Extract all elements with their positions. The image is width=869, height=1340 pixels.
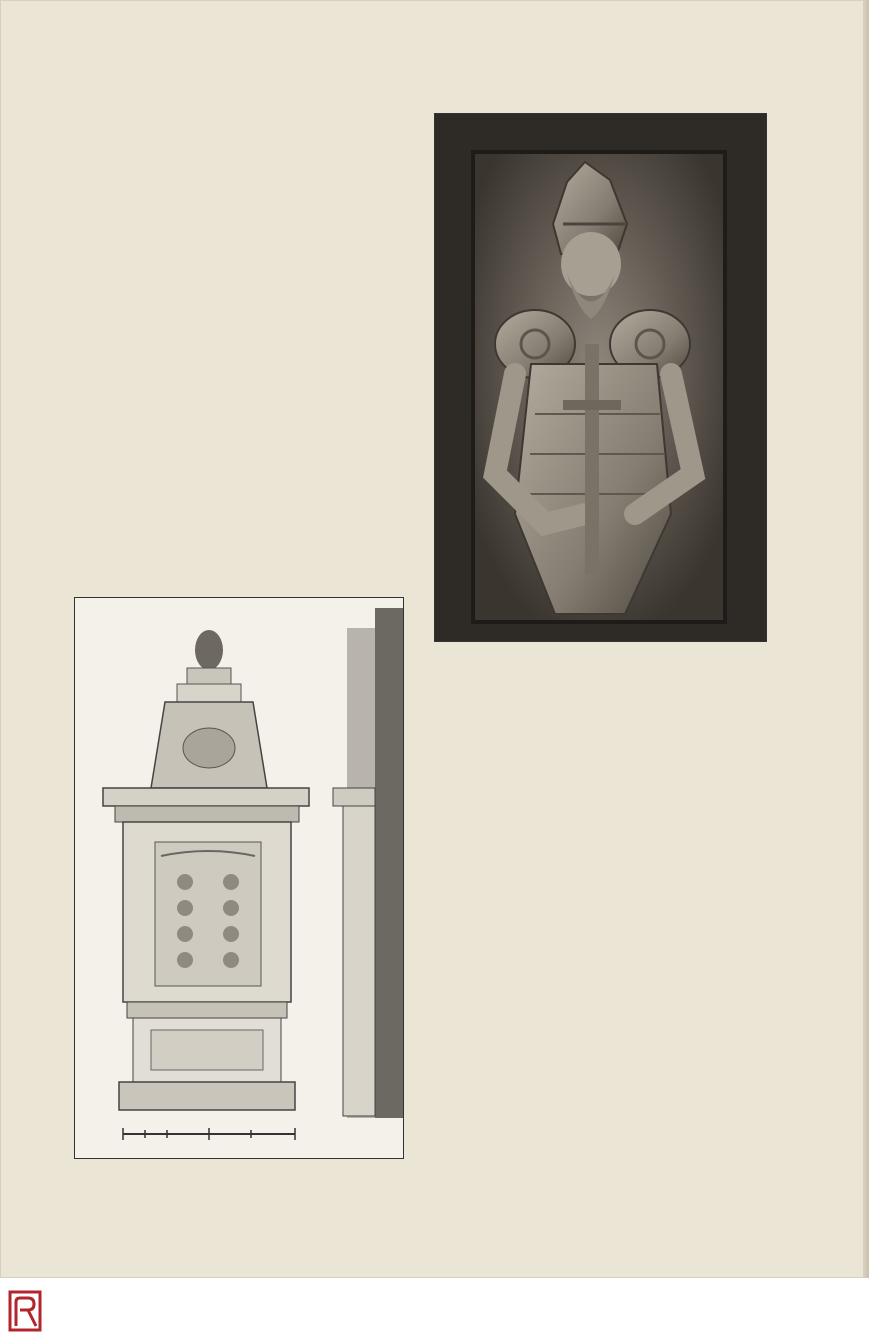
university-library-logo-icon[interactable] bbox=[8, 1288, 44, 1334]
viewer-footer bbox=[0, 1278, 869, 1340]
tomb-monument-illustration bbox=[75, 598, 403, 1158]
page-edge bbox=[863, 0, 869, 1278]
figure-knight-relief bbox=[434, 113, 767, 642]
figure-tomb-monument bbox=[74, 597, 404, 1159]
knight-relief-illustration bbox=[435, 114, 766, 641]
